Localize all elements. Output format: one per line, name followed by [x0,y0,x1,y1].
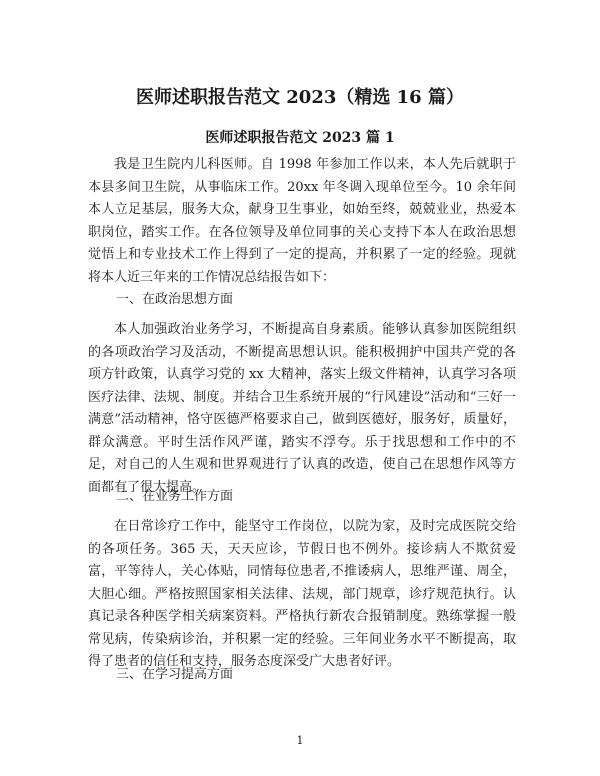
intro-paragraph: 我是卫生院内儿科医师。自 1998 年参加工作以来，本人先后就职于本县多间卫生院，从事临床工作。20xx 年冬调入现单位至今。10 余年间本人立足基层，服务大众，献身卫生事业，如始至终，兢兢业业，热爱本职岗位，踏实工作。在各位领导及单位同事的关心支持下本人在政治思想觉悟上和专业技术工作上得到了一定的提高，并积累了一定的经验。现就将本人近三年来的工作情况总结报告如下： [88,157,516,285]
section-heading-politics: 一、在政治思想方面 [116,292,234,307]
section-title: 医师述职报告范文 2023 篇 1 [205,130,395,146]
work-paragraph: 在日常诊疗工作中，能坚守工作岗位，以院为家，及时完成医院交给的各项任务。365 天，天天应诊，节假日也不例外。接诊病人不欺贫爱富，平等待人，关心体贴，同情每位患者,不推诿病人，思维严谨、周全，大胆心细。严格按照国家相关法律、法规，部门规章，诊疗规范执行。认真记录各种医学相关病案资料。严格执行新农合报销制度。熟练掌握一般常见病，传染病诊治，并积累一定的经验。三年间业务水平不断提高，取得了患者的信任和支持，服务态度深受广大患者好评。 [88,519,516,669]
page-number: 1 [296,734,304,747]
politics-paragraph: 本人加强政治业务学习，不断提高自身素质。能够认真参加医院组织的各项政治学习及活动，不断提高思想认识。能积极拥护中国共产党的各项方针政策，认真学习党的 xx 大精神，落实上级文件精神，认真学习各项医疗法律、法规、制度。并结合卫生系统开展的“行风建设”活动和“三好一满意”活动精神，恪守医德严格要求自己，做到医德好，服务好，质量好，群众满意。平时生活作风严谨，踏实不浮夸。乐于找思想和工作中的不足，对自己的人生观和世界观进行了认真的改造，使自己在思想作风等方面都有了很大提高。 [88,322,516,495]
section-heading-study: 三、在学习提高方面 [116,667,234,682]
section-heading-work: 二、在业务工作方面 [116,489,234,504]
document-title: 医师述职报告范文 2023（精选 16 篇） [136,87,464,108]
